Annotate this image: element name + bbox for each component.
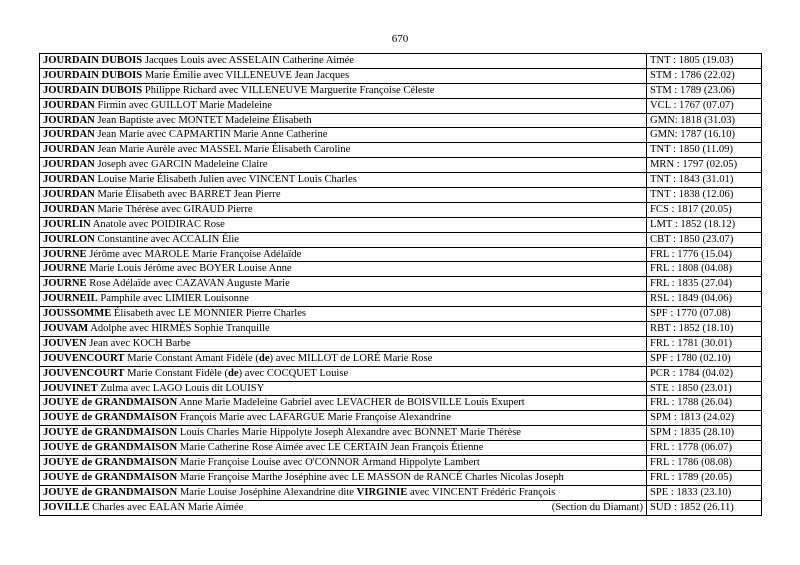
- record-reference: FRL : 1778 (06.07): [647, 441, 762, 456]
- record-text: Marie Constant Amant Fidèle (: [124, 352, 259, 364]
- table-row: [40, 83, 762, 98]
- record-names: [40, 217, 647, 232]
- record-reference: STM : 1789 (23.06): [647, 83, 762, 98]
- record-text: Jérôme avec MAROLE Marie Françoise Adélaïde: [86, 248, 302, 260]
- record-reference: MRN : 1797 (02.05): [647, 158, 762, 173]
- table-row: [40, 292, 762, 307]
- record-text: Anne Marie Madeleine Gabriel avec LEVACHER de BOISVILLE Louis Exupert: [177, 397, 525, 409]
- record-particle: de: [228, 367, 239, 379]
- record-reference: FRL : 1835 (27.04): [647, 277, 762, 292]
- record-particle: de: [258, 352, 270, 364]
- record-names: [40, 292, 647, 307]
- record-reference: LMT : 1852 (18.12): [647, 217, 762, 232]
- table-row: [40, 217, 762, 232]
- record-surname: JOURDAN: [43, 129, 95, 141]
- record-surname: JOUYE de GRANDMAISON: [43, 442, 178, 454]
- record-text: Jean avec KOCH Barbe: [86, 337, 191, 349]
- table-row: [40, 381, 762, 396]
- record-text: Marie Élisabeth avec BARRET Jean Pierre: [94, 188, 281, 200]
- record-reference: SPM : 1835 (28.10): [647, 426, 762, 441]
- table-row: [40, 336, 762, 351]
- record-surname: JOUVINET: [43, 382, 98, 394]
- table-row: [40, 470, 762, 485]
- record-names: [40, 158, 647, 173]
- record-reference: FRL : 1786 (08.08): [647, 456, 762, 471]
- record-reference: CBT : 1850 (23.07): [647, 232, 762, 247]
- table-row: [40, 262, 762, 277]
- record-text: Zulma avec LAGO Louis dit LOUISY: [97, 382, 265, 394]
- record-surname: JOURDAIN DUBOIS: [43, 54, 143, 66]
- record-reference: FRL : 1781 (30.01): [647, 336, 762, 351]
- record-text: Marie Catherine Rose Aimée avec LE CERTAIN Jean François Étienne: [177, 442, 484, 454]
- record-names: [40, 277, 647, 292]
- record-text: Jean Marie Aurèle avec MASSEL Marie Élisabeth Caroline: [94, 144, 351, 156]
- record-names: [40, 426, 647, 441]
- record-text-after: ) avec COCQUET Louise: [238, 367, 349, 379]
- record-names: [40, 232, 647, 247]
- record-reference: TNT : 1850 (11.09): [647, 143, 762, 158]
- record-reference: SUD : 1852 (26.11): [647, 500, 762, 515]
- record-surname: JOURDAN: [43, 188, 95, 200]
- record-surname: JOUVAM: [43, 322, 89, 334]
- record-reference: STM : 1786 (22.02): [647, 68, 762, 83]
- record-surname: JOVILLE: [43, 501, 90, 513]
- record-reference: SPF : 1780 (02.10): [647, 351, 762, 366]
- record-surname: JOURDAN: [43, 144, 95, 156]
- record-text: François Marie avec LAFARGUE Marie Françoise Alexandrine: [177, 412, 451, 424]
- record-names: [40, 202, 647, 217]
- table-row: [40, 366, 762, 381]
- table-row: [40, 456, 762, 471]
- record-names: [40, 485, 647, 500]
- record-text: Louise Marie Élisabeth Julien avec VINCENT Louis Charles: [94, 174, 357, 186]
- table-row: [40, 54, 762, 69]
- table-row: [40, 158, 762, 173]
- record-surname: JOUYE de GRANDMAISON: [43, 456, 178, 468]
- record-surname: JOUYE de GRANDMAISON: [43, 427, 178, 439]
- record-surname: JOUVENCOURT: [43, 367, 125, 379]
- record-names: [40, 336, 647, 351]
- record-surname: JOURNE: [43, 263, 87, 275]
- record-names: [40, 381, 647, 396]
- record-names: [40, 351, 647, 366]
- marriage-records-table: [39, 53, 762, 516]
- record-reference: STE : 1850 (23.01): [647, 381, 762, 396]
- record-text: Marie Constant Fidèle (: [124, 367, 229, 379]
- record-names: [40, 98, 647, 113]
- record-names: [40, 83, 647, 98]
- records-body: [40, 54, 762, 516]
- record-names: [40, 441, 647, 456]
- record-text: Marie Françoise Louise avec O'CONNOR Armand Hippolyte Lambert: [177, 456, 480, 468]
- record-names: [40, 173, 647, 188]
- record-names: [40, 411, 647, 426]
- record-text: Marie Émilie avec VILLENEUVE Jean Jacques: [142, 69, 350, 81]
- record-highlight: VIRGINIE: [356, 486, 408, 498]
- table-row: [40, 68, 762, 83]
- record-names: [40, 188, 647, 203]
- record-names: [40, 247, 647, 262]
- record-text: Philippe Richard avec VILLENEUVE Marguerite Françoise Céleste: [142, 84, 435, 96]
- record-text: Élisabeth avec LE MONNIER Pierre Charles: [111, 308, 307, 320]
- record-reference: GMN: 1787 (16.10): [647, 128, 762, 143]
- record-names: [40, 68, 647, 83]
- record-names: [40, 322, 647, 337]
- table-row: [40, 188, 762, 203]
- record-surname: JOUYE de GRANDMAISON: [43, 471, 178, 483]
- record-text-after: ) avec MILLOT de LORÉ Marie Rose: [269, 352, 433, 364]
- record-reference: TNT : 1843 (31.01): [647, 173, 762, 188]
- record-names: [40, 128, 647, 143]
- record-text: Anatole avec POIDIRAC Rose: [90, 218, 225, 230]
- table-row: [40, 128, 762, 143]
- table-row: [40, 500, 762, 515]
- table-row: [40, 277, 762, 292]
- record-text: Joseph avec GARCIN Madeleine Claire: [94, 159, 268, 171]
- record-note: (Section du Diamant): [551, 501, 643, 513]
- record-text: Marie Louise Joséphine Alexandrine dite: [177, 486, 357, 498]
- record-text: Marie Thérèse avec GIRAUD Pierre: [94, 203, 253, 215]
- record-text: Marie Louis Jérôme avec BOYER Louise Anne: [86, 263, 292, 275]
- page-number: 670: [391, 33, 409, 45]
- table-row: [40, 411, 762, 426]
- record-reference: FCS : 1817 (20.05): [647, 202, 762, 217]
- table-row: [40, 426, 762, 441]
- record-surname: JOURDAN: [43, 159, 95, 171]
- record-reference: FRL : 1789 (20.05): [647, 470, 762, 485]
- record-text: Adolphe avec HIRMÈS Sophie Tranquille: [88, 322, 270, 334]
- record-reference: GMN: 1818 (31.03): [647, 113, 762, 128]
- table-row: [40, 322, 762, 337]
- record-names: [40, 366, 647, 381]
- record-surname: JOUVEN: [43, 337, 87, 349]
- table-row: [40, 247, 762, 262]
- record-text: Louis Charles Marie Hippolyte Joseph Alexandre avec BONNET Marie Thérèse: [177, 427, 522, 439]
- table-row: [40, 396, 762, 411]
- record-surname: JOURDAN: [43, 203, 95, 215]
- record-surname: JOUSSOMME: [43, 308, 112, 320]
- record-surname: JOURNE: [43, 278, 87, 290]
- table-row: [40, 307, 762, 322]
- record-text: Pamphile avec LIMIER Louisonne: [97, 293, 249, 305]
- record-surname: JOURDAN: [43, 114, 95, 126]
- record-reference: RBT : 1852 (18.10): [647, 322, 762, 337]
- record-names: [40, 307, 647, 322]
- table-row: [40, 173, 762, 188]
- record-reference: RSL : 1849 (04.06): [647, 292, 762, 307]
- record-names: [40, 143, 647, 158]
- record-surname: JOURDAN: [43, 174, 95, 186]
- record-reference: SPM : 1813 (24.02): [647, 411, 762, 426]
- record-names: [40, 500, 647, 515]
- record-surname: JOURNE: [43, 248, 87, 260]
- record-names: [40, 470, 647, 485]
- record-surname: JOUYE de GRANDMAISON: [43, 486, 178, 498]
- record-reference: FRL : 1788 (26.04): [647, 396, 762, 411]
- record-text: Charles avec EALAN Marie Aimée: [89, 501, 244, 513]
- record-names: [40, 456, 647, 471]
- record-names: [40, 113, 647, 128]
- record-reference: TNT : 1838 (12.06): [647, 188, 762, 203]
- record-surname: JOURLIN: [43, 218, 91, 230]
- record-names: [40, 396, 647, 411]
- record-surname: JOURDAIN DUBOIS: [43, 84, 143, 96]
- record-surname: JOURDAIN DUBOIS: [43, 69, 143, 81]
- table-row: [40, 485, 762, 500]
- record-reference: PCR : 1784 (04.02): [647, 366, 762, 381]
- record-text: Rose Adélaïde avec CAZAVAN Auguste Marie: [86, 278, 290, 290]
- record-text: Jean Marie avec CAPMARTIN Marie Anne Catherine: [94, 129, 328, 141]
- record-names: [40, 262, 647, 277]
- record-surname: JOUYE de GRANDMAISON: [43, 412, 178, 424]
- record-surname: JOURLON: [43, 233, 95, 245]
- record-reference: SPE : 1833 (23.10): [647, 485, 762, 500]
- record-surname: JOURNEIL: [43, 293, 98, 305]
- table-row: [40, 351, 762, 366]
- table-row: [40, 113, 762, 128]
- record-reference: SPF : 1770 (07.08): [647, 307, 762, 322]
- record-surname: JOUVENCOURT: [43, 352, 125, 364]
- record-text: Jean Baptiste avec MONTET Madeleine Élisabeth: [94, 114, 312, 126]
- record-reference: FRL : 1776 (15.04): [647, 247, 762, 262]
- record-text: Jacques Louis avec ASSELAIN Catherine Aimée: [142, 54, 355, 66]
- table-row: [40, 202, 762, 217]
- record-reference: FRL : 1808 (04.08): [647, 262, 762, 277]
- record-text-after: avec VINCENT Frédéric François: [407, 486, 556, 498]
- record-names: [40, 54, 647, 69]
- record-text: Marie Françoise Marthe Joséphine avec LE MASSON de RANCÉ Charles Nicolas Joseph: [177, 471, 564, 483]
- table-row: [40, 232, 762, 247]
- table-row: [40, 441, 762, 456]
- record-surname: JOUYE de GRANDMAISON: [43, 397, 178, 409]
- table-row: [40, 98, 762, 113]
- record-text: Constantine avec ACCALIN Élie: [94, 233, 239, 245]
- record-surname: JOURDAN: [43, 99, 95, 111]
- record-reference: VCL : 1767 (07.07): [647, 98, 762, 113]
- table-row: [40, 143, 762, 158]
- record-text: Firmin avec GUILLOT Marie Madeleine: [94, 99, 272, 111]
- record-reference: TNT : 1805 (19.03): [647, 54, 762, 69]
